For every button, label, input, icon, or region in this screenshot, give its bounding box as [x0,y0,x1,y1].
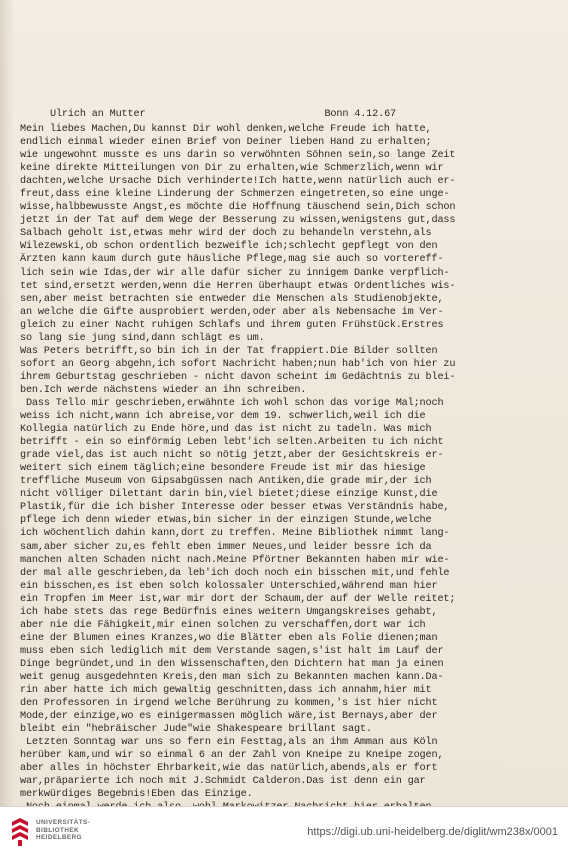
letter-line: pflege ich denn wieder etwas,bin sicher in der einzigen Stunde,welche [20,515,432,527]
letter-line: ein Tropfen im Meer ist,war mir dort der Schaum,der auf der Welle reitet; [20,593,456,605]
letter-line: tet sind,ersetzt werden,wenn die Herren überhaupt etwas Ordentliches wis- [20,280,456,292]
letter-line: endlich einmal wieder einen Brief von Deiner lieben Hand zu erhalten; [20,137,432,149]
letter-line: dachten,welche Ursache Dich verhinderte!Ich hatte,wenn natürlich auch er- [20,176,456,188]
letter-line: sam,aber sicher zu,es fehlt eben immer Neues,und leider bessre ich da [20,541,432,553]
letter-line: Kollegia natürlich zu Ende höre,und das ist nicht zu tadeln. Was mich [20,424,432,436]
letter-line: Plastik,für die ich bisher Interesse oder besser etwas Verständnis habe, [20,502,450,514]
permalink-url[interactable]: https://digi.ub.uni-heidelberg.de/diglit/wm238x/0001 [307,826,558,838]
letter-line: Letzten Sonntag war uns so fern ein Festtag,als an ihm Amman aus Köln [20,737,438,749]
letter-line: weiss ich nicht,wann ich abreise,vor dem 19. schwerlich,weil ich die [20,411,426,423]
letter-line: merkwürdiges Begebnis!Eben das Einzige. [20,789,253,801]
letter-line: ben.Ich werde nächstens wieder an ihn schreiben. [20,384,307,396]
ub-heidelberg-logo-icon[interactable] [9,818,31,846]
letter-text [20,110,556,814]
letter-line: aber nie die Fähigkeit,mir einen solchen zu verschaffen,dort war ich [20,619,426,631]
letter-line: aber alles in höchster Ehrbarkeit,wie das natürlich,abends,als er fort [20,763,438,775]
letter-line: gleich zu einer Nacht ruhigen Schlafs und ihrem guten Frühstück.Erstres [20,319,444,331]
letter-line: Dass Tello mir geschrieben,erwähnte ich wohl schon das vorige Mal;noch [20,397,444,409]
letter-line: ich wöchentlich dahin kann,dort zu treffen. Meine Bibliothek nimmt lang- [20,528,450,540]
letter-line: so lang sie jung sind,dann schlägt es um. [20,332,265,344]
letter-line: betrifft - ein so einförmig Leben lebt'ich selten.Arbeiten tu ich nicht [20,437,444,449]
letter-line: lich sein wie Idas,der wir alle dafür sicher zu innigem Danke verpflich- [20,267,450,279]
letter-line: Wilezewski,ob schon ordentlich bezweifle ich;schlecht gepflegt von den [20,241,438,253]
letter-line: sen,aber meist betrachten sie entweder die Menschen als Studienobjekte, [20,293,444,305]
institution-line: HEIDELBERG [36,834,82,842]
letter-line: Salbach geholt ist,etwas mehr wird der doch zu behandeln verstehn,als [20,228,432,240]
letter-line: freut,dass eine kleine Linderung der Schmerzen eingetreten,so eine unge- [20,189,450,201]
letter-line: Mein liebes Machen,Du kannst Dir wohl denken,welche Freude ich hatte, [20,124,432,135]
letter-line: ich habe stets das rege Bedürfnis eines weitern Umgangskreises gehabt, [20,606,438,618]
letter-line: Dinge begründet,und in den Wissenschaften,den Dichtern hat man ja einen [20,658,444,670]
letter-sender-recipient: Ulrich an Mutter [50,109,146,120]
letter-body [20,123,556,814]
letter-line: herüber kam,und wir so einmal 6 an der Zahl von Kneipe zu Kneipe zogen, [20,750,444,762]
letter-line: ein bisschen,es ist eben solch kolossaler Unterschied,während man hier [20,580,438,592]
letter-line: an welche die Gifte ausprobiert werden,oder aber als Nebensache im Ver- [20,306,444,318]
letter-line: rin aber hatte ich mich gewaltig geschnitten,dass ich annahm,hier mit [20,685,432,697]
letter-line: den Professoren in irgend welche Berührung zu kommen,'s ist hier nicht [20,698,438,710]
letter-line: eine der Blumen eines Kranzes,wo die Blätter eben als Folie dienen;man [20,632,438,644]
letter-line: war,präparierte ich noch mit J.Schmidt Calderon.Das ist denn ein gar [20,776,426,788]
letter-line: ihrem Geburtstag geschrieben - nicht davon scheint im Gedächtnis zu blei- [20,371,456,383]
letter-line: muss eben sich lediglich mit dem Verstande sagen,s'ist halt im Lauf der [20,645,444,657]
institution-line: UNIVERSITÄTS- [36,819,91,826]
institution-name [36,819,90,842]
letter-line: wie ungewohnt musste es uns darin so verwöhnten Söhnen sein,so lange Zeit [20,150,456,162]
letter-line: Ärzten kann kaum durch gute häusliche Pflege,mag sie auch so vortereff- [20,254,444,266]
letter-line: manchen alten Schaden nicht nach.Meine Pförtner Bekannten haben mir wie- [20,554,450,566]
letter-line: bleibt ein "hebräischer Jude"wie Shakespeare brillant sagt. [20,724,372,736]
letter-line: grade viel,das ist auch nicht so nötig jetzt,aber der Gesichtskreis er- [20,450,444,462]
footer-bar [0,806,568,857]
letter-line: treffliche Museum von Gipsabgüssen nach Antiken,die grade mir,der ich [20,476,432,488]
letter-line: nicht völliger Dilettant darin bin,viel bietet;diese einzige Kunst,die [20,489,438,501]
letter-line: weit genug ausgedehnten Kreis,den man sich zu Bekannten machen kann.Da- [20,671,444,683]
letter-line: Mode,der einzige,wo es einigermassen möglich wäre,ist Bernays,aber der [20,711,438,723]
letter-line: der mal alle geschrieben,da leb'ich doch noch ein bisschen mit,und fehle [20,567,450,579]
letter-line: keine direkte Mitteilungen von Dir zu erhalten,wie Schmerzlich,wenn wir [20,163,444,175]
letter-line: sofort an Georg abgehn,ich sofort Nachricht haben;nun hab'ich von hier zu [20,358,456,370]
institution-line: BIBLIOTHEK [36,826,80,834]
letter-heading [50,108,544,121]
letter-line: wisse,halbbewusste Angst,es möchte die Hoffnung täuschend sein,Dich schon [20,202,456,214]
letter-line: Was Peters betrifft,so bin ich in der Tat frappiert.Die Bilder sollten [20,345,438,357]
letter-line: jetzt in der Tat auf dem Wege der Besserung zu wissen,wenigstens gut,dass [20,215,456,227]
letter-line: weitert sich einem täglich;eine besondere Freude ist mir das hiesige [20,463,426,475]
letter-place-date: Bonn 4.12.67 [324,109,396,120]
